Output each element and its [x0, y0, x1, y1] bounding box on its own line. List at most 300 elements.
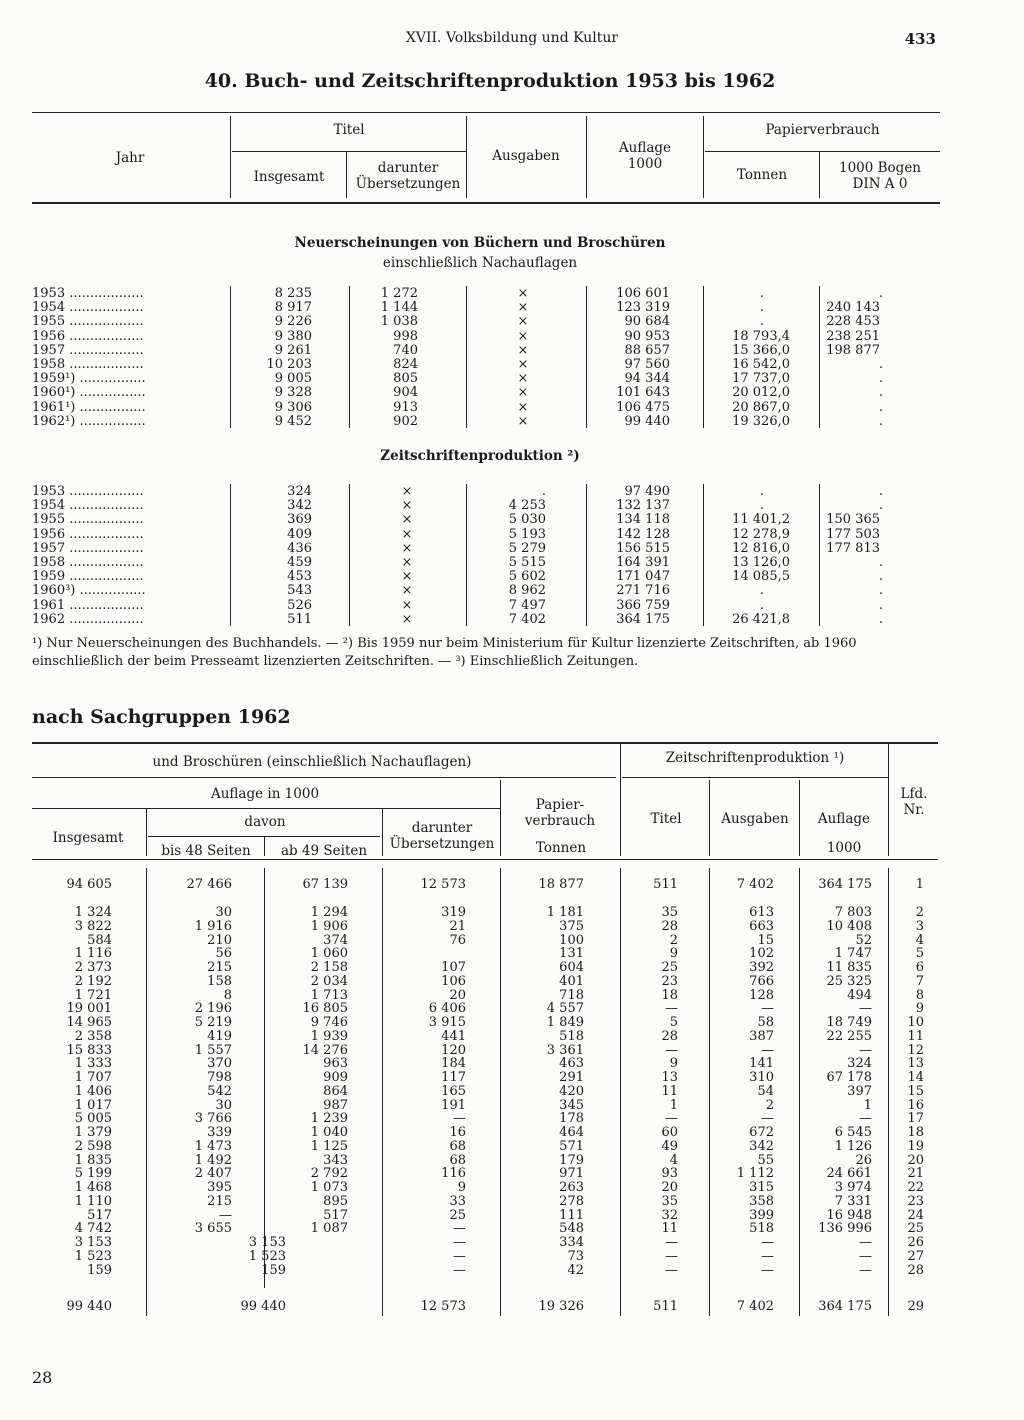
- cell-auflage: 171 047: [616, 569, 670, 585]
- col-titel: Titel: [333, 122, 365, 138]
- cell-darunter: 805: [393, 371, 418, 387]
- cell-bis48: 215: [207, 960, 232, 975]
- cell-darunter: 913: [393, 399, 418, 415]
- col-insgesamt: Insgesamt: [52, 830, 124, 846]
- cell-insgesamt: 9 226: [274, 314, 312, 330]
- cell-insgesamt: 3 822: [74, 918, 112, 934]
- col-ausgaben: Ausgaben: [492, 148, 560, 164]
- cell-auflage: 364 175: [818, 877, 872, 892]
- rule: [232, 151, 466, 152]
- cell-titel: 5: [669, 1015, 678, 1030]
- page-number: 433: [904, 30, 936, 48]
- cell-ab49: 9 746: [310, 1015, 348, 1030]
- rule: [382, 868, 383, 1316]
- cell-darunter: ×: [401, 498, 413, 514]
- col-group-broschueren: und Broschüren (einschließlich Nachauflagen): [152, 754, 472, 770]
- cell-auflage: 16 948: [826, 1207, 872, 1223]
- cell-auflage: 106 475: [616, 399, 670, 415]
- cell-jahr: 1955 ..................: [32, 314, 144, 330]
- cell-auflage: 106 601: [616, 286, 670, 301]
- cell-jahr: 1956 ..................: [32, 328, 144, 344]
- cell-tonnen: 345: [559, 1097, 584, 1113]
- cell-insgesamt: 19 001: [66, 1001, 112, 1017]
- cell-ausgaben: 5 515: [508, 555, 546, 570]
- cell-darunter: 76: [449, 932, 466, 948]
- cell-ausgaben: 392: [749, 960, 774, 975]
- col-auflage-unit: 1000: [826, 840, 862, 856]
- cell-darunter: ×: [401, 512, 413, 528]
- cell-ausgaben: 7 402: [736, 877, 774, 892]
- col-ab49: ab 49 Seiten: [280, 843, 368, 859]
- cell-darunter: 9: [457, 1180, 466, 1195]
- cell-insgesamt: 1 116: [74, 946, 112, 962]
- cell-auflage: 134 118: [616, 512, 670, 528]
- cell-bogen: 177 813: [826, 540, 880, 556]
- cell-bis48: 339: [207, 1125, 232, 1140]
- cell-ab49: 1 939: [310, 1028, 348, 1044]
- rule: [622, 777, 888, 778]
- cell-titel: 49: [661, 1138, 678, 1154]
- cell-darunter: 1 038: [380, 314, 418, 330]
- cell-auflage: 136 996: [818, 1221, 872, 1237]
- cell-bis48: 1 473: [194, 1138, 232, 1154]
- cell-ausgaben: 7 402: [736, 1299, 774, 1314]
- cell-ausgaben: .: [541, 484, 546, 499]
- cell-lfd-nr: 16: [907, 1097, 924, 1113]
- cell-darunter: —: [453, 1235, 466, 1250]
- cell-bogen: .: [878, 569, 884, 585]
- cell-ab49: 2 792: [310, 1166, 348, 1182]
- cell-lfd-nr: 17: [907, 1111, 924, 1127]
- rule: [703, 484, 704, 626]
- rule: [32, 859, 938, 860]
- cell-jahr: 1959¹) ................: [32, 371, 146, 387]
- rule: [703, 286, 704, 428]
- cell-auflage: 90 684: [624, 314, 670, 330]
- cell-lfd-nr: 20: [907, 1152, 924, 1168]
- rule: [705, 151, 940, 152]
- cell-ab49: 1 060: [310, 946, 348, 962]
- cell-bis48: 1 523: [248, 1248, 286, 1264]
- cell-ausgaben: ×: [517, 328, 529, 344]
- cell-tonnen: 604: [559, 960, 584, 975]
- cell-ausgaben: 2: [765, 1097, 774, 1113]
- cell-jahr: 1953 ..................: [32, 286, 144, 301]
- rule: [230, 116, 231, 198]
- col-bis48: bis 48 Seiten: [161, 843, 251, 859]
- cell-insgesamt: 517: [87, 1207, 112, 1223]
- cell-insgesamt: 3 153: [74, 1235, 112, 1250]
- cell-auflage: 1: [863, 1097, 872, 1113]
- col-insgesamt: Insgesamt: [253, 169, 325, 185]
- cell-ab49: 517: [323, 1207, 348, 1223]
- cell-titel: 25: [661, 960, 678, 975]
- cell-auflage: 366 759: [616, 597, 670, 613]
- cell-ab49: 1 713: [310, 987, 348, 1003]
- cell-tonnen: .: [759, 314, 765, 330]
- cell-titel: —: [665, 1001, 678, 1017]
- rule: [819, 484, 820, 626]
- cell-ausgaben: ×: [517, 399, 529, 415]
- rule: [500, 868, 501, 1316]
- cell-tonnen: .: [759, 597, 765, 613]
- cell-titel: 9: [669, 1056, 678, 1072]
- cell-tonnen: 18 793,4: [732, 328, 790, 344]
- cell-lfd-nr: 25: [907, 1221, 924, 1237]
- cell-darunter: 116: [441, 1166, 466, 1182]
- cell-ausgaben: 387: [749, 1028, 774, 1044]
- cell-ausgaben: 54: [757, 1083, 774, 1099]
- cell-ausgaben: —: [761, 1235, 774, 1250]
- cell-titel: 511: [653, 877, 678, 892]
- col-darunter: darunter Übersetzungen: [355, 160, 461, 192]
- cell-ausgaben: —: [761, 1262, 774, 1278]
- col-bogen: 1000 Bogen DIN A 0: [838, 160, 922, 192]
- cell-tonnen: 13 126,0: [732, 555, 790, 570]
- cell-auflage: —: [859, 1248, 872, 1264]
- cell-tonnen: 464: [559, 1125, 584, 1140]
- cell-lfd-nr: 29: [907, 1299, 924, 1314]
- cell-titel: 2: [669, 932, 678, 948]
- rule: [586, 484, 587, 626]
- cell-ausgaben: ×: [517, 371, 529, 387]
- cell-ausgaben: 663: [749, 918, 774, 934]
- cell-bogen: .: [878, 371, 884, 387]
- cell-lfd-nr: 28: [907, 1262, 924, 1278]
- cell-insgesamt: 2 358: [74, 1028, 112, 1044]
- cell-ausgaben: ×: [517, 342, 529, 358]
- cell-insgesamt: 369: [287, 512, 312, 528]
- cell-ausgaben: 766: [749, 973, 774, 989]
- cell-ausgaben: ×: [517, 385, 529, 401]
- col-lfd-nr: Lfd. Nr.: [900, 786, 928, 818]
- cell-tonnen: 11 401,2: [732, 512, 790, 528]
- cell-darunter: 68: [449, 1152, 466, 1168]
- cell-ab49: 1 073: [310, 1180, 348, 1195]
- cell-jahr: 1956 ..................: [32, 526, 144, 542]
- cell-bogen: .: [878, 385, 884, 401]
- cell-titel: 20: [661, 1180, 678, 1195]
- cell-ausgaben: 518: [749, 1221, 774, 1237]
- cell-ab49: 987: [323, 1097, 348, 1113]
- cell-auflage: 7 803: [834, 905, 872, 920]
- cell-ausgaben: 342: [749, 1138, 774, 1154]
- cell-auflage: 397: [847, 1083, 872, 1099]
- cell-lfd-nr: 22: [907, 1180, 924, 1195]
- cell-jahr: 1961 ..................: [32, 597, 144, 613]
- cell-darunter: 904: [393, 385, 418, 401]
- col-papierverbrauch: Papierverbrauch: [765, 122, 880, 138]
- rule: [500, 780, 501, 856]
- cell-ausgaben: 1 112: [736, 1166, 774, 1182]
- cell-insgesamt: 1 707: [74, 1070, 112, 1085]
- cell-darunter: —: [453, 1221, 466, 1237]
- cell-bogen: .: [878, 583, 884, 599]
- cell-tonnen: 463: [559, 1056, 584, 1072]
- rule: [799, 868, 800, 1316]
- cell-ausgaben: 358: [749, 1193, 774, 1209]
- cell-tonnen: 73: [567, 1248, 584, 1264]
- cell-ab49: 864: [323, 1083, 348, 1099]
- cell-darunter: 20: [449, 987, 466, 1003]
- cell-insgesamt: 5 005: [74, 1111, 112, 1127]
- cell-tonnen: 131: [559, 946, 584, 962]
- cell-tonnen: 100: [559, 932, 584, 948]
- cell-auflage: 7 331: [834, 1193, 872, 1209]
- cell-insgesamt: 15 833: [66, 1042, 112, 1058]
- cell-ausgaben: 8 962: [508, 583, 546, 599]
- cell-insgesamt: 1 468: [74, 1180, 112, 1195]
- cell-lfd-nr: 10: [907, 1015, 924, 1030]
- cell-jahr: 1962¹) ................: [32, 413, 146, 429]
- cell-tonnen: 17 737,0: [732, 371, 790, 387]
- cell-jahr: 1959 ..................: [32, 569, 144, 585]
- cell-darunter: ×: [401, 597, 413, 613]
- cell-insgesamt: 342: [287, 498, 312, 514]
- cell-tonnen: 19 326,0: [732, 413, 790, 429]
- cell-lfd-nr: 3: [915, 918, 924, 934]
- cell-bogen: 150 365: [826, 512, 880, 528]
- cell-jahr: 1961¹) ................: [32, 399, 146, 415]
- cell-darunter: 319: [441, 905, 466, 920]
- cell-ausgaben: 55: [757, 1152, 774, 1168]
- cell-tonnen: .: [759, 498, 765, 514]
- rule: [32, 777, 616, 778]
- cell-titel: 32: [661, 1207, 678, 1223]
- cell-bogen: 238 251: [826, 328, 880, 344]
- cell-insgesamt: 2 192: [74, 973, 112, 989]
- cell-ausgaben: —: [761, 1001, 774, 1017]
- cell-ausgaben: 5 279: [508, 540, 546, 556]
- cell-bogen: .: [878, 286, 884, 301]
- cell-lfd-nr: 6: [915, 960, 924, 975]
- cell-bis48: 798: [207, 1070, 232, 1085]
- cell-ausgaben: ×: [517, 413, 529, 429]
- cell-bis48: 395: [207, 1180, 232, 1195]
- cell-tonnen: 12 816,0: [732, 540, 790, 556]
- cell-auflage: —: [859, 1042, 872, 1058]
- cell-auflage: 11 835: [826, 960, 872, 975]
- rule: [888, 744, 889, 856]
- cell-auflage: 3 974: [834, 1180, 872, 1195]
- cell-darunter: ×: [401, 569, 413, 585]
- cell-lfd-nr: 24: [907, 1207, 924, 1223]
- cell-insgesamt: 459: [287, 555, 312, 570]
- cell-darunter: 33: [449, 1193, 466, 1209]
- cell-darunter: —: [453, 1262, 466, 1278]
- cell-titel: 1: [669, 1097, 678, 1113]
- rule: [264, 868, 265, 1288]
- cell-darunter: ×: [401, 526, 413, 542]
- cell-bis48: 3 766: [194, 1111, 232, 1127]
- cell-auflage: 324: [847, 1056, 872, 1072]
- rule: [620, 744, 621, 856]
- cell-ausgaben: 15: [757, 932, 774, 948]
- cell-bogen: .: [878, 611, 884, 627]
- col-papierverbrauch: Papier- verbrauch: [524, 797, 596, 829]
- cell-titel: 511: [653, 1299, 678, 1314]
- cell-auflage: —: [859, 1111, 872, 1127]
- cell-ab49: 14 276: [302, 1042, 348, 1058]
- cell-bis48: 3 153: [248, 1235, 286, 1250]
- cell-insgesamt: 2 598: [74, 1138, 112, 1154]
- cell-bogen: .: [878, 357, 884, 372]
- cell-insgesamt: 10 203: [266, 357, 312, 372]
- table2-title: nach Sachgruppen 1962: [32, 706, 291, 728]
- cell-titel: 18: [661, 987, 678, 1003]
- cell-ausgaben: —: [761, 1111, 774, 1127]
- cell-bis48: 56: [215, 946, 232, 962]
- cell-ausgaben: 613: [749, 905, 774, 920]
- cell-bogen: 240 143: [826, 300, 880, 316]
- col-jahr: Jahr: [115, 150, 145, 166]
- cell-titel: —: [665, 1262, 678, 1278]
- cell-insgesamt: 5 199: [74, 1166, 112, 1182]
- cell-darunter: 998: [393, 328, 418, 344]
- footnotes: ¹) Nur Neuerscheinungen des Buchhandels. — ²) Bis 1959 nur beim Ministerium für Kultur lizenzierte Zeitschriften, ab 1960 einschließlich der beim Presseamt lizenzierten Zeitschriften. — ³) Einschließlich Zeitungen.: [32, 636, 857, 669]
- cell-ausgaben: 141: [749, 1056, 774, 1072]
- cell-jahr: 1960¹) ................: [32, 385, 146, 401]
- cell-tonnen: .: [759, 300, 765, 316]
- cell-tonnen: 20 867,0: [732, 399, 790, 415]
- cell-jahr: 1962 ..................: [32, 611, 144, 627]
- cell-darunter: ×: [401, 611, 413, 627]
- cell-lfd-nr: 23: [907, 1193, 924, 1209]
- cell-auflage: 1 126: [834, 1138, 872, 1154]
- cell-auflage: 94 344: [624, 371, 670, 387]
- cell-bis48: 1 492: [194, 1152, 232, 1168]
- cell-insgesamt: 1 017: [74, 1097, 112, 1113]
- cell-tonnen: 4 557: [546, 1001, 584, 1017]
- cell-auflage: 52: [855, 932, 872, 948]
- cell-jahr: 1954 ..................: [32, 300, 144, 316]
- cell-jahr: 1954 ..................: [32, 498, 144, 514]
- cell-lfd-nr: 26: [907, 1235, 924, 1250]
- page-title: 40. Buch- und Zeitschriftenproduktion 1953 bis 1962: [204, 70, 776, 92]
- cell-ausgaben: 7 402: [508, 611, 546, 627]
- cell-insgesamt: 8 235: [274, 286, 312, 301]
- cell-insgesamt: 94 605: [66, 877, 112, 892]
- cell-tonnen: 571: [559, 1138, 584, 1154]
- cell-darunter: 1 272: [380, 286, 418, 301]
- cell-ausgaben: 128: [749, 987, 774, 1003]
- cell-auflage: 99 440: [624, 413, 670, 429]
- cell-titel: 28: [661, 1028, 678, 1044]
- cell-auflage: 164 391: [616, 555, 670, 570]
- rule: [620, 868, 621, 1316]
- cell-insgesamt: 1 324: [74, 905, 112, 920]
- cell-bis48: 27 466: [186, 877, 232, 892]
- cell-insgesamt: 159: [87, 1262, 112, 1278]
- rule: [146, 808, 147, 856]
- cell-ausgaben: 5 030: [508, 512, 546, 528]
- cell-darunter: 184: [441, 1056, 466, 1072]
- cell-darunter: ×: [401, 484, 413, 499]
- cell-bis48: 542: [207, 1083, 232, 1099]
- cell-bis48: 8: [223, 987, 232, 1003]
- col-group-zeitschriften: Zeitschriftenproduktion ¹): [665, 750, 845, 766]
- cell-tonnen: 18 877: [538, 877, 584, 892]
- cell-ab49: 343: [323, 1152, 348, 1168]
- cell-tonnen: 19 326: [538, 1299, 584, 1314]
- cell-ab49: 1 087: [310, 1221, 348, 1237]
- cell-ausgaben: —: [761, 1042, 774, 1058]
- cell-ab49: 2 034: [310, 973, 348, 989]
- cell-bis48: 2 407: [194, 1166, 232, 1182]
- cell-ausgaben: —: [761, 1248, 774, 1264]
- cell-insgesamt: 1 523: [74, 1248, 112, 1264]
- rule: [466, 286, 467, 428]
- cell-auflage: —: [859, 1262, 872, 1278]
- col-darunter: darunter Übersetzungen: [389, 820, 495, 852]
- cell-ab49: 1 294: [310, 905, 348, 920]
- rule: [586, 116, 587, 198]
- col-tonnen: Tonnen: [535, 840, 587, 856]
- rule: [709, 868, 710, 1316]
- cell-titel: 60: [661, 1125, 678, 1140]
- cell-insgesamt: 1 721: [74, 987, 112, 1003]
- cell-ausgaben: ×: [517, 314, 529, 330]
- cell-tonnen: 3 361: [546, 1042, 584, 1058]
- cell-darunter: 441: [441, 1028, 466, 1044]
- cell-ab49: 16 805: [302, 1001, 348, 1017]
- cell-insgesamt: 526: [287, 597, 312, 613]
- cell-tonnen: 1 181: [546, 905, 584, 920]
- cell-insgesamt: 1 110: [74, 1193, 112, 1209]
- cell-insgesamt: 511: [287, 611, 312, 627]
- cell-ab49: 1 040: [310, 1125, 348, 1140]
- cell-lfd-nr: 2: [915, 905, 924, 920]
- cell-auflage: 142 128: [616, 526, 670, 542]
- cell-tonnen: .: [759, 286, 765, 301]
- cell-insgesamt: 14 965: [66, 1015, 112, 1030]
- cell-bis48: 159: [261, 1262, 286, 1278]
- cell-bis48: 370: [207, 1056, 232, 1072]
- cell-tonnen: 548: [559, 1221, 584, 1237]
- cell-insgesamt: 9 005: [274, 371, 312, 387]
- cell-titel: 9: [669, 946, 678, 962]
- cell-insgesamt: 543: [287, 583, 312, 599]
- cell-bogen: .: [878, 555, 884, 570]
- cell-auflage: 97 490: [624, 484, 670, 499]
- cell-tonnen: 334: [559, 1235, 584, 1250]
- cell-titel: 13: [661, 1070, 678, 1085]
- cell-titel: 23: [661, 973, 678, 989]
- cell-auflage: 364 175: [818, 1299, 872, 1314]
- cell-auflage: 88 657: [624, 342, 670, 358]
- cell-darunter: 107: [441, 960, 466, 975]
- rule: [264, 837, 265, 856]
- cell-insgesamt: 8 917: [274, 300, 312, 316]
- cell-tonnen: 375: [559, 918, 584, 934]
- cell-ausgaben: 315: [749, 1180, 774, 1195]
- rule: [703, 116, 704, 198]
- cell-darunter: ×: [401, 583, 413, 599]
- cell-jahr: 1953 ..................: [32, 484, 144, 499]
- cell-jahr: 1960³) ................: [32, 583, 146, 599]
- cell-insgesamt: 9 328: [274, 385, 312, 401]
- cell-tonnen: 179: [559, 1152, 584, 1168]
- cell-darunter: 106: [441, 973, 466, 989]
- section-title-buecher: Neuerscheinungen von Büchern und Broschüren: [294, 235, 666, 251]
- col-auflage-1000: Auflage in 1000: [210, 786, 320, 802]
- cell-bis48: 2 196: [194, 1001, 232, 1017]
- cell-tonnen: 12 278,9: [732, 526, 790, 542]
- cell-darunter: 902: [393, 413, 418, 429]
- cell-bis48: 30: [215, 1097, 232, 1113]
- col-auflage: Auflage 1000: [618, 140, 672, 172]
- cell-tonnen: .: [759, 484, 765, 499]
